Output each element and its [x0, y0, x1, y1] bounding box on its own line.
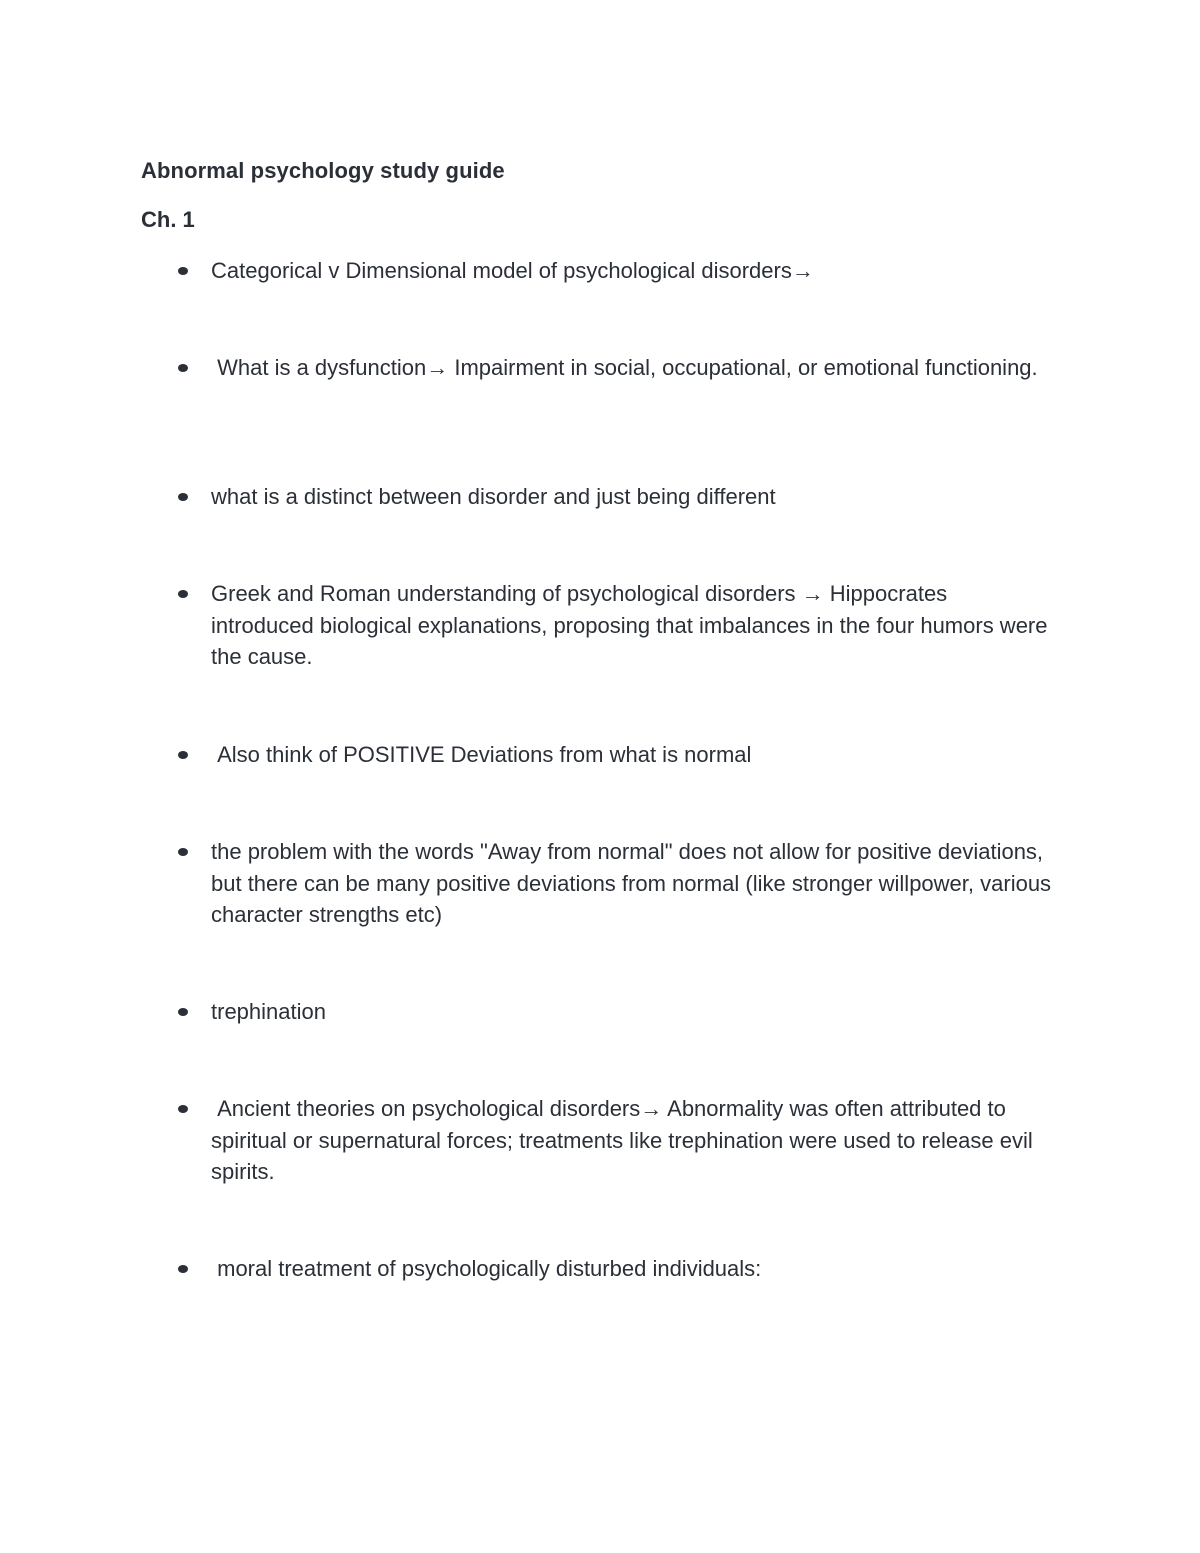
bullet-icon: [178, 848, 188, 856]
chapter-heading: Ch. 1: [141, 207, 195, 232]
list-item-text: moral treatment of psychologically disturbed individuals:: [211, 1256, 762, 1281]
list-item-text: the problem with the words "Away from normal" does not allow for positive deviations, but there can be many positive deviations from normal (like stronger willpower, various character strengths etc): [211, 839, 1058, 927]
list-item: [174, 739, 1054, 771]
list-item: [174, 255, 1054, 287]
list-item-text: Ancient theories on psychological disorders→ Abnormality was often attributed to spiritual or supernatural forces; treatments like trephination were used to release evil spirits.: [211, 1096, 1039, 1184]
list-item-text: Also think of POSITIVE Deviations from what is normal: [211, 742, 752, 767]
bullet-icon: [178, 590, 188, 598]
list-item-text: What is a dysfunction→ Impairment in social, occupational, or emotional functioning.: [211, 355, 1038, 380]
list-item-text: what is a distinct between disorder and just being different: [211, 484, 776, 509]
page-title: Abnormal psychology study guide: [141, 158, 505, 183]
bullet-icon: [178, 267, 188, 275]
list-item: [174, 481, 1054, 513]
list-item-text: Categorical v Dimensional model of psychological disorders→: [211, 258, 814, 283]
list-item: [174, 1093, 1054, 1188]
list-item: [174, 996, 1054, 1028]
bullet-icon: [178, 364, 188, 372]
bullet-icon: [178, 1105, 188, 1113]
bullet-icon: [178, 751, 188, 759]
list-item: [174, 1253, 1054, 1285]
bullet-icon: [178, 1265, 188, 1273]
bullet-icon: [178, 493, 188, 501]
list-item: [174, 352, 1054, 384]
list-item: [174, 578, 1054, 673]
list-item-text: Greek and Roman understanding of psychological disorders → Hippocrates introduced biological explanations, proposing that imbalances in the four humors were the cause.: [211, 581, 1054, 669]
list-item-text: trephination: [211, 999, 326, 1024]
bullet-icon: [178, 1008, 188, 1016]
list-item: [174, 836, 1058, 931]
